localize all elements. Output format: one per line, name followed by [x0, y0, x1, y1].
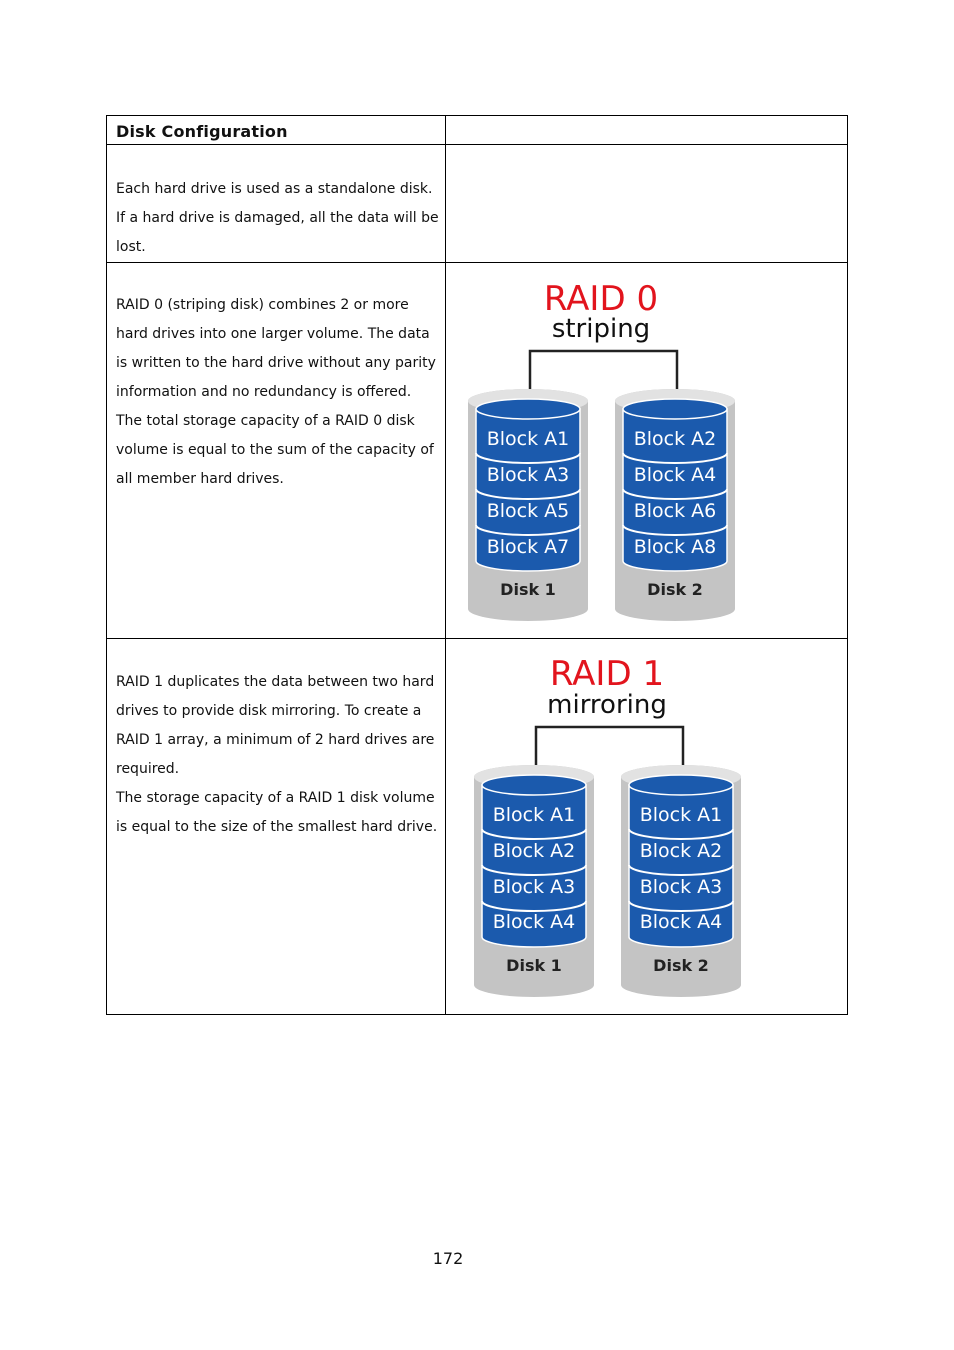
page-number: 172	[432, 1249, 464, 1268]
raid1-title: RAID 1	[549, 654, 665, 694]
raid0-disk1-block-3: Block A5	[486, 500, 570, 522]
raid0-capacity-note: The total storage capacity of a RAID 0 disk volume is equal to the sum of the capacity of all member hard drives.	[116, 413, 434, 487]
table-row-raid0	[107, 263, 848, 639]
raid1-disk-2	[621, 765, 741, 997]
raid1-diagram	[446, 639, 849, 1014]
raid1-disk1-label: Disk 1	[506, 956, 562, 975]
raid0-description: RAID 0 (striping disk) combines 2 or more hard drives into one larger volume. The data is written to the hard drive without any parity information and no redundancy is offered.	[116, 297, 436, 400]
raid0-diagram	[446, 263, 849, 638]
raid0-disk-2	[615, 389, 735, 621]
raid0-description-cell	[107, 263, 446, 639]
raid1-diagram-cell	[446, 639, 848, 1015]
raid0-disk1-block-1: Block A1	[486, 428, 570, 450]
raid0-disk1-block-2: Block A3	[486, 464, 570, 486]
raid0-disk1-block-4: Block A7	[486, 536, 570, 558]
header-cell-right	[446, 116, 848, 145]
raid0-diagram-cell	[446, 263, 848, 639]
table-header-row	[107, 116, 848, 145]
raid0-disk1-label: Disk 1	[500, 580, 556, 599]
raid1-disk2-block-3: Block A3	[639, 876, 723, 898]
table-title: Disk Configuration	[116, 122, 288, 141]
raid1-subtitle: mirroring	[547, 690, 667, 720]
raid1-disk-1	[474, 765, 594, 997]
raid0-disk2-block-1: Block A2	[633, 428, 717, 450]
single-image-cell	[446, 145, 848, 263]
raid1-disk1-block-1: Block A1	[492, 804, 576, 826]
raid1-disk1-block-4: Block A4	[492, 911, 576, 933]
raid0-disk2-label: Disk 2	[647, 580, 703, 599]
single-description: Each hard drive is used as a standalone disk. If a hard drive is damaged, all the data will be lost.	[116, 181, 439, 255]
raid1-disk1-block-2: Block A2	[492, 840, 576, 862]
raid1-disk2-block-1: Block A1	[639, 804, 723, 826]
raid1-disk2-label: Disk 2	[653, 956, 709, 975]
raid1-disk1-block-3: Block A3	[492, 876, 576, 898]
raid1-disk2-block-4: Block A4	[639, 911, 723, 933]
raid0-disk2-block-4: Block A8	[633, 536, 717, 558]
single-description-cell	[107, 145, 446, 263]
table-row-raid1	[107, 639, 848, 1015]
raid1-disk2-block-2: Block A2	[639, 840, 723, 862]
raid1-description-cell	[107, 639, 446, 1015]
table-row-single	[107, 145, 848, 263]
raid0-subtitle: striping	[551, 314, 651, 344]
raid1-capacity-note: The storage capacity of a RAID 1 disk volume is equal to the size of the smallest hard drive.	[116, 790, 438, 835]
raid0-disk2-block-3: Block A6	[633, 500, 717, 522]
raid1-description: RAID 1 duplicates the data between two hard drives to provide disk mirroring. To create a RAID 1 array, a minimum of 2 hard drives are required.	[116, 674, 435, 777]
raid0-disk2-block-2: Block A4	[633, 464, 717, 486]
raid0-disk-1	[468, 389, 588, 621]
raid0-title: RAID 0	[543, 279, 659, 319]
disk-configuration-table	[106, 115, 848, 1015]
header-cell-left	[107, 116, 446, 145]
